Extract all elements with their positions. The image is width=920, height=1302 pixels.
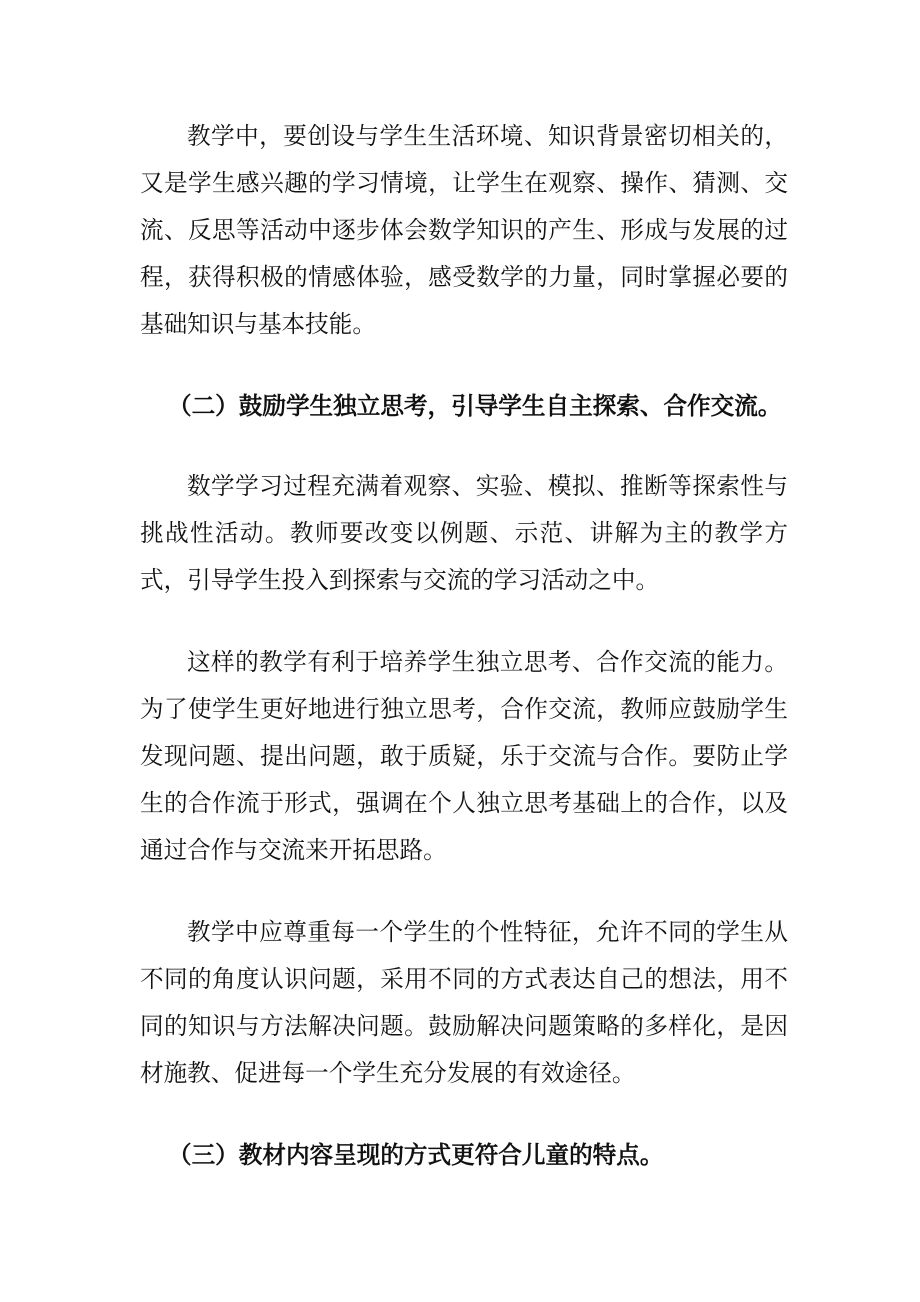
spacer (140, 604, 788, 639)
spacer (140, 430, 788, 463)
paragraph-cooperation: 这样的教学有利于培养学生独立思考、合作交流的能力。为了使学生更好地进行独立思考，合作交流，教师应鼓励学生发现问题、提出问题，敢于质疑，乐于交流与合作。要防止学生的合作流于形式，强调在个人独立思考基础上的合作，以及通过合作与交流来开拓思路。 (140, 648, 788, 864)
paragraph-exploration: 数学学习过程充满着观察、实验、模拟、推断等探索性与挑战性活动。教师要改变以例题、示范、讲解为主的教学方式，引导学生投入到探索与交流的学习活动之中。 (140, 472, 788, 594)
spacer (140, 1097, 788, 1132)
spacer (140, 874, 788, 909)
section-heading-3: （三）教材内容呈现的方式更符合儿童的特点。 (168, 1141, 664, 1169)
section-heading-2: （二）鼓励学生独立思考，引导学生自主探索、合作交流。 (168, 392, 782, 420)
document-page (140, 113, 788, 1179)
paragraph-situation: 教学中，要创设与学生生活环境、知识背景密切相关的，又是学生感兴趣的学习情境，让学生在观察、操作、猜测、交流、反思等活动中逐步体会数学知识的产生、形成与发展的过程，获得积极的情感体验，感受数学的力量，同时掌握必要的基础知识与基本技能。 (140, 122, 788, 338)
spacer (140, 348, 788, 383)
paragraph-individuality: 教学中应尊重每一个学生的个性特征，允许不同的学生从不同的角度认识问题，采用不同的方式表达自己的想法，用不同的知识与方法解决问题。鼓励解决问题策略的多样化，是因材施教、促进每一个学生充分发展的有效途径。 (140, 918, 788, 1087)
